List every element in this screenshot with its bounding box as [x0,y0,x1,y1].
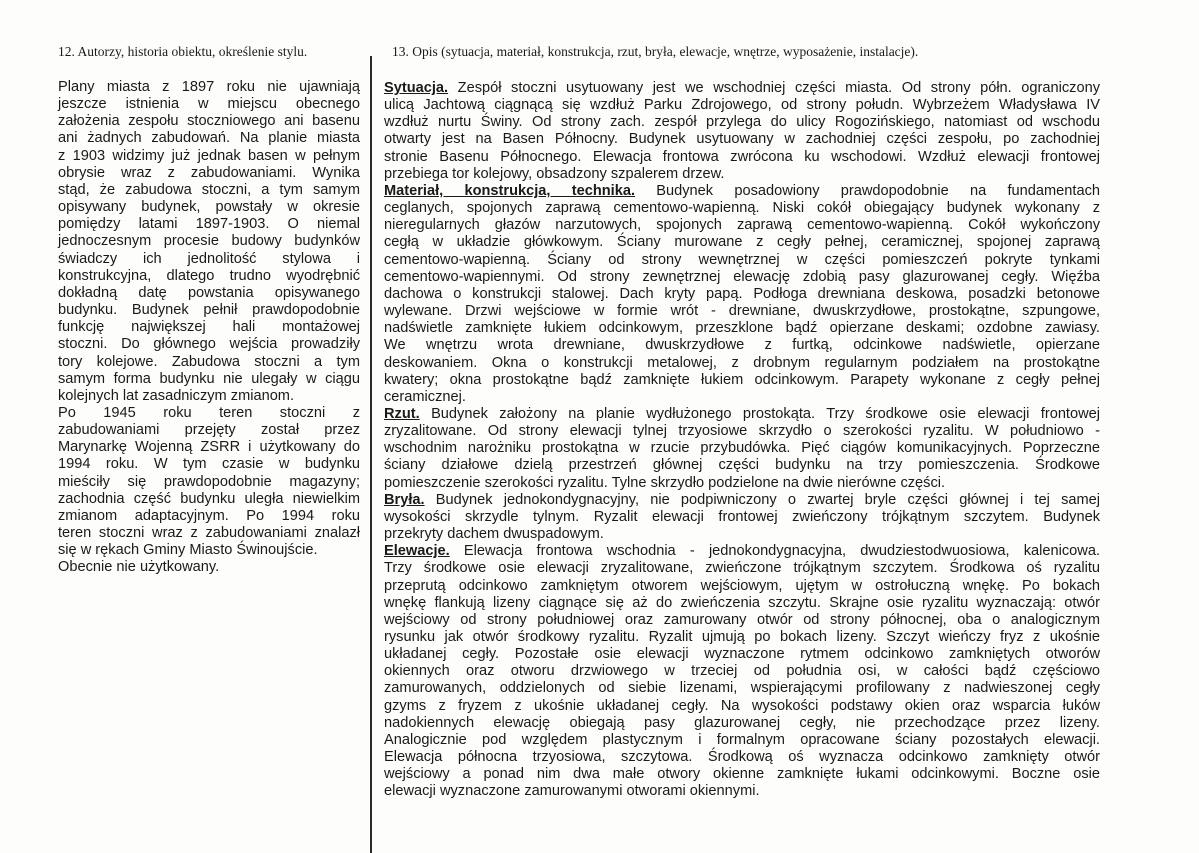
material-heading: Materiał, konstrukcja, technika. [384,182,635,199]
description-line: Elewacja północna trzyosiowa, szczytowa. Środkową oś wyznacza odcinkowo zamknięty otwór [384,749,1100,766]
description-line: stronie Basenu Północnego. Elewacja frontowa zwrócona ku wschodowi. Wzdłuż elewacji frontowej [384,148,1100,165]
history-line: ani żadnych zabudowań. Na planie miasta [58,130,360,147]
description-line: kwatery; okna prostokątne bądź zamknięte łukiem odcinkowym. Parapety wykonane z cegły pełnej [384,371,1100,388]
rzut-line: Rzut. Budynek założony na planie wydłużonego prostokąta. Trzy środkowe osie elewacji frontowej [384,405,1100,422]
description-line: zryzalitowane. Od strony elewacji tylnej trzyosiowe skrzydło o szerokości ryzalitu. W południowo - [384,423,1100,440]
rzut-heading: Rzut. [384,405,420,422]
bryla-heading: Bryła. [384,491,425,508]
history-line: świadczy ich jednolitość stylowa i [58,250,360,267]
history-line: Marynarkę Wojenną ZSRR i użytkowany do [58,439,360,456]
description-line: wylewane. Drzwi wejściowe w formie wrót - drewniane, dwuskrzydłowe, prostokątne, szpungowe, [384,303,1100,320]
description-line: rysunku jak otwór środkowy ryzalitu. Ryzalit ujmują po bokach lizeny. Szczyt wieńczy fryz z ukośnie [384,629,1100,645]
history-line: jednoczesnym procesie budowy budynków [58,233,360,250]
material-line: Materiał, konstrukcja, technika. Budynek posadowiony prawdopodobnie na fundamentach [384,182,1100,199]
description-line: gzyms z fryzem z ukośnie układanej cegły. Na wysokości podstawy okien oraz wsparcia łuków [384,697,1100,714]
sytuacja-heading: Sytuacja. [384,80,449,96]
history-column [58,79,360,577]
history-line: budynku. Budynek pełnił prawdopodobnie [58,302,360,319]
history-line: mieściły się prawdopodobnie magazyny; [58,473,360,490]
description-line: We wnętrzu wrota drewniane, dwuskrzydłowe z furtką, odcinkowe nadświetle, opierzane [384,337,1100,354]
description-line: okiennych oraz otworu drzwiowego w trzeciej od południa osi, w całości bądź częściowo [384,663,1100,680]
history-line: się w rękach Gminy Miasto Świnoujście. [58,542,318,559]
history-line: Po 1945 roku teren stoczni z [58,404,360,421]
description-line: wnękę flankują lizeny ciągnące się aż do zwieńczenia szczytu. Skrajne osie ryzalitu wyznaczają: otwór [384,594,1100,611]
description-line: ulicą Jachtową ciągnącą się wzdłuż Parku Zdrojowego, od strony połudn. Wybrzeżem Władysława IV [384,97,1100,114]
description-line: przebiega tor kolejowy, obsadzony szpalerem drzew. [384,165,725,182]
description-line: nadświetle zamknięte łukiem odcinkowym, przeszklone bądź opierzane deskami; ozdobne zawiasy. [384,320,1100,337]
description-line: Trzy środkowe osie elewacji zryzalitowane, zwieńczone trójkątnym szczytem. Środkowa oś ryzalitu [384,560,1100,577]
description-line: deskowaniem. Okna o konstrukcji metalowej, z drobnym regularnym podziałem na prostokątne [384,354,1100,371]
history-line: samym forma budynku nie ulegały w ciągu [58,370,360,387]
history-line: zabudowaniami przejęty został przez [58,422,360,439]
history-line: tory kolejowe. Zabudowa stoczni a tym [58,353,360,370]
description-line: otwarty jest na Basen Północny. Budynek usytuowany w zachodniej części zespołu, po zachodniej [384,131,1100,148]
section-12-header: 12. Autorzy, historia obiektu, określenie stylu. [58,44,308,59]
elewacje-line: Elewacje. Elewacja frontowa wschodnia - jednokondygnacyjna, dwudziestodwuosiowa, kalenicowa. [384,543,1100,560]
description-line: dachowa o konstrukcji stalowej. Dach kryty papą. Podłoga drewniana deskowa, posadzki betonowe [384,285,1100,302]
section-13-header: 13. Opis (sytuacja, materiał, konstrukcja, rzut, bryła, elewacje, wnętrze, wyposażenie, instalacje). [392,44,919,59]
history-line: stąd, że zabudowa stoczni, a tym samym [58,181,360,198]
description-line: przekryty dachem dwuspadowym. [384,526,604,543]
description-line: wzdłuż nurtu Świny. Od strony zach. zespół przylega do ulicy Rogozińskiego, natomiast od wschodu [384,114,1100,131]
sytuacja-line: Sytuacja. Zespół stoczni usytuowany jest we wschodniej części miasta. Od strony półn. ograniczony [384,80,1100,96]
history-line: jeszcze istnienia w miejscu obecnego [58,96,360,113]
description-line: wejściowy od strony południowej oraz zamurowany otwór od strony północnej, oba o analogicznym [384,611,1100,628]
description-line: wejściowy a ponad nim dwa małe otwory okienne zamknięte łukami odcinkowymi. Boczne osie [384,766,1100,783]
column-divider [370,56,372,853]
description-line: wschodnim narożniku prostokątna w rzucie przybudówka. Pięć ciągów komunikacyjnych. Poprzeczne [384,440,1100,457]
history-line: Obecnie nie użytkowany. [58,559,220,576]
description-line: ściany działowe dzielą przestrzeń głównej części budynku na trzy pomieszczenia. Środkowe [384,457,1100,474]
history-line: zmianom adaptacyjnym. Po 1994 roku [58,507,360,524]
description-column [384,80,1100,801]
bryla-line: Bryła. Budynek jednokondygnacyjny, nie podpiwniczony o zwartej bryle części głównej i tej samej [384,491,1100,508]
description-line: Analogicznie pod względem plastycznym i formalnym opracowane ściany pozostałych elewacji. [384,731,1100,748]
history-line: konstrukcyjna, dlatego trudno wyodrębnić [58,267,360,284]
description-line: przeprutą odcinkowo zamkniętym otworem wejściowym, ujętym w ostrołuczną wnękę. Po bokach [384,577,1100,594]
description-line: elewacji wyznaczone zamurowanymi otworami okiennymi. [384,783,760,800]
description-line: zamurowanych, oddzielonych od siebie lizenami, wspierającymi profilowany z nadwieszonej cegły [384,680,1100,697]
history-line: stoczni. Do głównego wejścia prowadziły [58,336,360,353]
description-line: ceglanych, spojonych zaprawą cementowo-wapienną. Niski cokół obiegający budynek wykonany z [384,200,1100,217]
history-line: zachodnia część budynku uległa niewielkim [58,490,360,507]
description-line: ceramicznej. [384,388,466,405]
history-line: 1994 roku. W tym czasie w budynku [58,456,360,473]
history-line: Plany miasta z 1897 roku nie ujawniają [58,79,360,95]
history-line: opisywany budynek, powstały w okresie [58,199,360,216]
elewacje-heading: Elewacje. [384,543,450,560]
history-line: obrysie wraz z zabudowaniami. Wynika [58,164,360,181]
description-line: cegłą w układzie główkowym. Ściany murowane z cegły pełnej, ceramicznej, spojonej zaprawą [384,234,1100,251]
history-line: kolejnych lat zasadniczym zmianom. [58,387,295,404]
description-line: nadokiennych elewację obiegają pasy glazurowanej cegły, nie przechodzące przez lizeny. [384,714,1100,731]
description-line: wysokości skrzydle tylnym. Ryzalit elewacji frontowej zwieńczony trójkątnym szczytem. Budynek [384,508,1100,525]
history-line: teren stoczni wraz z zabudowaniami znalazł [58,525,360,542]
history-line: pomiędzy latami 1897-1903. O niemal [58,216,360,233]
description-line: układanej cegły. Pozostałe osie elewacji wyznaczone rytmem odcinkowo zamkniętych otworów [384,646,1100,663]
description-line: cementowo-wapienną. Ściany od strony wewnętrznej w części pomieszczeń pokryte tynkami [384,251,1100,268]
description-line: cementowo-wapiennymi. Od strony zewnętrznej elewację zdobią pasy glazurowanej cegły. Więźba [384,268,1100,285]
history-line: założenia zespołu stoczniowego ani basenu [58,113,360,130]
history-line: dokładną datę powstania opisywanego [58,284,360,301]
history-line: z 1903 widzimy już jednak basen w pełnym [58,147,360,164]
description-line: pomieszczenie szerokości ryzalitu. Tylne skrzydło podzielone na dwie nierówne części. [384,474,946,491]
description-line: nieregularnych głazów narzutowych, spojonych zaprawą cementowo-wapienną. Cokół wykończony [384,217,1100,234]
history-line: funkcję największej hali montażowej [58,319,360,336]
